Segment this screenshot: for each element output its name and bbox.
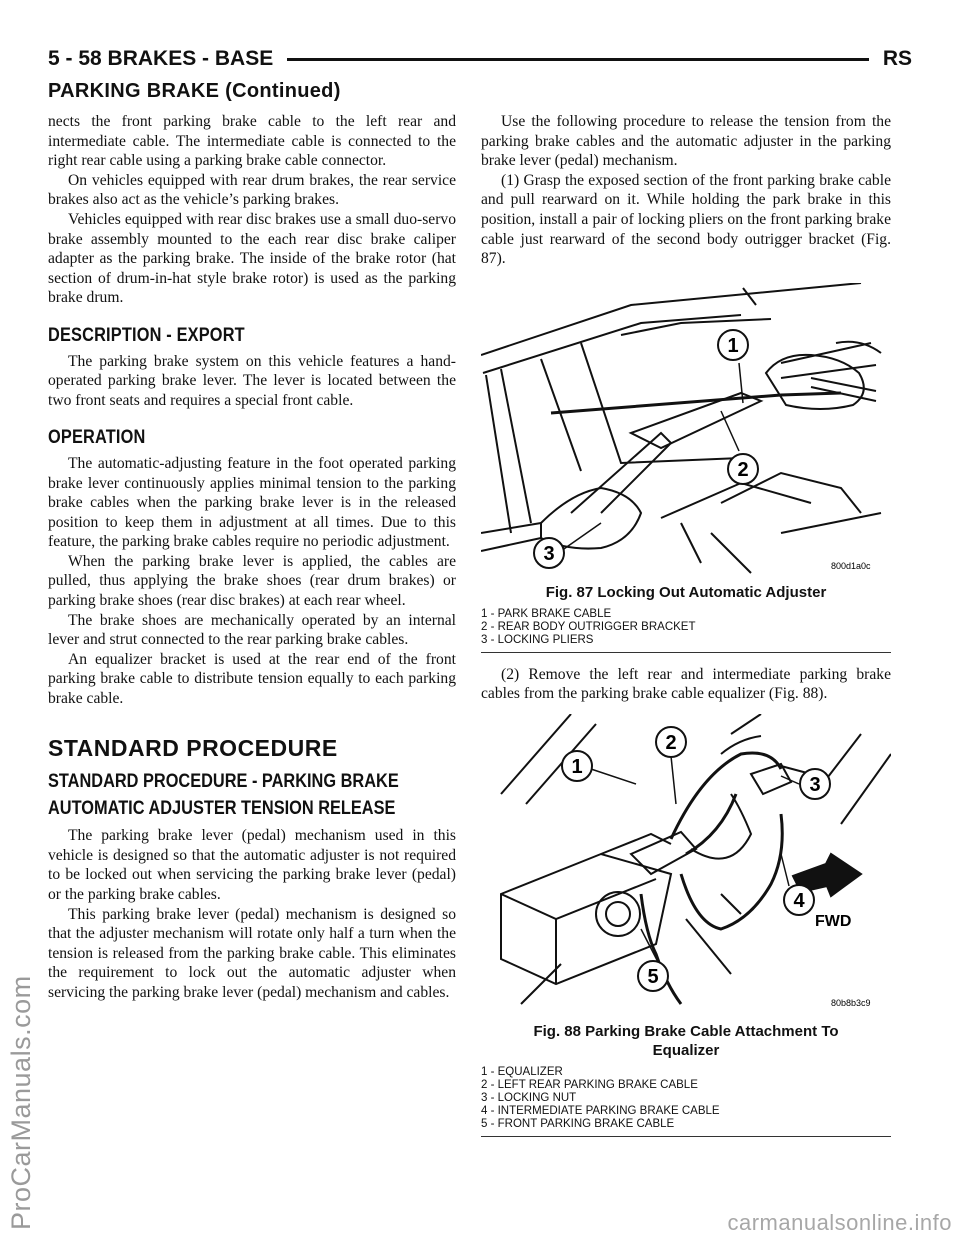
paragraph: (1) Grasp the exposed section of the front parking brake cable and pull rearward on it. While holding the park brake in this position, install a pair of locking pliers on the front parking brake cable just rearward of the second body outrigger bracket (Fig. 87). [481,171,891,268]
callout-1: 1 [571,755,583,778]
legend-item: 1 - PARK BRAKE CABLE [481,607,612,620]
caption-rule [481,652,891,653]
paragraph: On vehicles equipped with rear drum brakes, the rear service brakes also act as the vehicle’s parking brakes. [48,171,456,209]
figure-88-title [481,1022,891,1060]
page-header [48,44,912,74]
header-rule [287,58,869,61]
callout-1: 1 [727,334,739,357]
legend-item: 5 - FRONT PARKING BRAKE CABLE [481,1117,675,1130]
left-column [48,112,456,1003]
paragraph: Use the following procedure to release the tension from the parking brake cables and the automatic adjuster in the parking brake lever (pedal) mechanism. [481,113,891,170]
figure-88 [481,714,891,1137]
paragraph: An equalizer bracket is used at the rear end of the front parking brake cable to distribute tension equally to each parking brake cable. [48,650,456,708]
fwd-label: FWD [815,912,852,930]
paragraph: (2) Remove the left rear and intermediate parking brake cables from the parking brake cable equalizer (Fig. 88). [481,665,891,703]
legend-item: 3 - LOCKING NUT [481,1091,577,1104]
heading-description-export: DESCRIPTION - EXPORT [48,324,245,346]
figure-88-legend [481,1066,891,1131]
bottom-watermark: carmanualsonline.info [727,1210,952,1235]
figure-88-illustration [481,714,891,1014]
callout-3: 3 [543,542,555,565]
figure-88-title-line-2: Equalizer [652,1041,720,1059]
callout-2: 2 [665,731,677,754]
paragraph: The brake shoes are mechanically operated by an internal lever and strut connected to the rear parking brake cables. [48,611,456,649]
paragraph: The automatic-adjusting feature in the foot operated parking brake lever continuously applies minimal tension to the parking brake cables when the parking brake lever is in the released position to keep them in adjustment at all times. Due to this feature, the parking brake cables require no periodic adjustment. [48,454,456,551]
paragraph: The parking brake lever (pedal) mechanism used in this vehicle is designed so that the automatic adjuster is not required to be locked out when servicing the parking brake lever (pedal) or the parking brake cables. [48,827,456,903]
subheading-standard-procedure [48,768,399,822]
side-watermark: ProCarManuals.com [6,975,36,1230]
subheading-line-1: STANDARD PROCEDURE - PARKING BRAKE [48,771,399,793]
callout-3: 3 [809,773,821,796]
callout-4: 4 [793,889,805,912]
legend-item: 2 - REAR BODY OUTRIGGER BRACKET [481,620,696,633]
legend-item: 3 - LOCKING PLIERS [481,633,594,646]
figure-code: 80b8b3c9 [831,997,871,1008]
caption-rule [481,1136,891,1137]
legend-item: 4 - INTERMEDIATE PARKING BRAKE CABLE [481,1104,720,1117]
paragraph: When the parking brake lever is applied, the cables are pulled, thus applying the brake shoes (rear drum brakes) or parking brake shoes (rear disc brakes) at each rear wheel. [48,552,456,610]
paragraph: The parking brake system on this vehicle features a hand-operated parking brake lever. The lever is located between the two front seats and requires a special front cable. [48,352,456,409]
subheading-line-2: AUTOMATIC ADJUSTER TENSION RELEASE [48,798,396,820]
legend-item: 2 - LEFT REAR PARKING BRAKE CABLE [481,1078,698,1091]
model-code: RS [882,47,912,70]
callout-5: 5 [647,965,659,988]
legend-item: 1 - EQUALIZER [481,1065,563,1078]
heading-operation: OPERATION [48,427,146,449]
section-continued-title: PARKING BRAKE (Continued) [48,80,341,102]
figure-code: 800d1a0c [831,560,871,571]
heading-standard-procedure: STANDARD PROCEDURE [48,734,338,761]
figure-88-title-line-1: Fig. 88 Parking Brake Cable Attachment To [533,1022,839,1040]
paragraph: Vehicles equipped with rear disc brakes use a small duo-servo brake assembly mounted to the each rear disc brake caliper adapter as the parking brake. The inside of the brake rotor (hat section of drum-in-hat style brake rotor) is used as the parking brake drum. [48,210,456,307]
figure-87-title: Fig. 87 Locking Out Automatic Adjuster [545,583,827,601]
figure-87 [481,283,891,653]
paragraph: This parking brake lever (pedal) mechanism is designed so that the adjuster mechanism will rotate only half a turn when the tension is released from the parking brake cable. This eliminates the requirement to lock out the automatic adjuster when servicing the parking brake lever (pedal) mechanism and cables. [48,905,456,1001]
right-column [481,112,891,1149]
page-number-section: 5 - 58 BRAKES - BASE [48,47,274,70]
figure-87-illustration [481,283,891,575]
callout-2: 2 [737,458,749,481]
figure-87-legend [481,608,891,647]
paragraph: nects the front parking brake cable to the left rear and intermediate cable. The intermediate cable is connected to the right rear cable using a parking brake cable connector. [48,113,456,170]
